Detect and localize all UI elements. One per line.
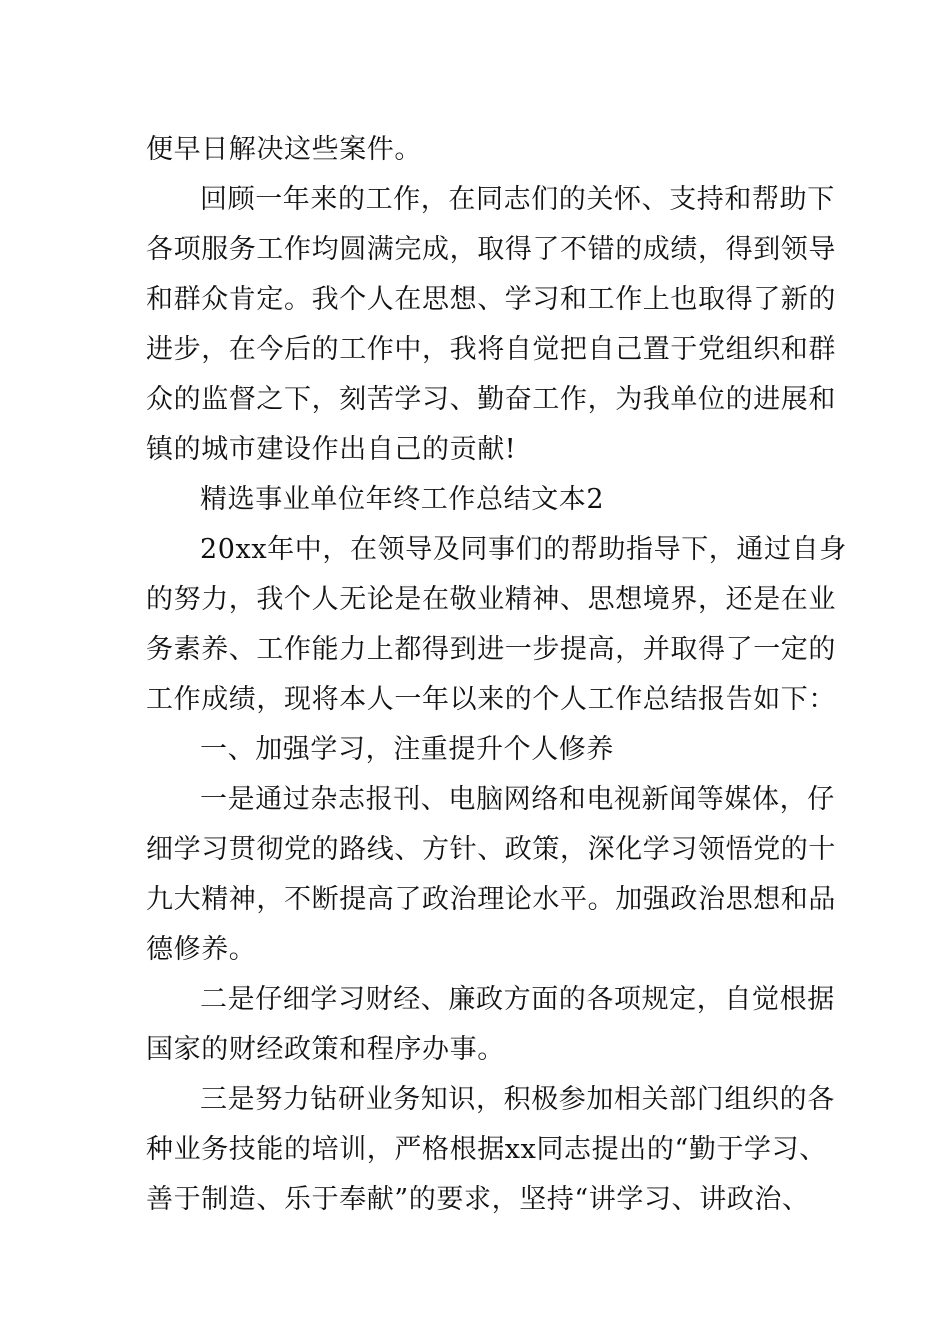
paragraph-line: 国家的财经政策和程序办事。 <box>146 1034 505 1065</box>
paragraph-line: 一是通过杂志报刊、电脑网络和电视新闻等媒体，仔 <box>200 784 835 815</box>
paragraph-line: 镇的城市建设作出自己的贡献! <box>146 434 517 465</box>
paragraph-line: 和群众肯定。我个人在思想、学习和工作上也取得了新的 <box>146 284 836 315</box>
paragraph-line: 众的监督之下，刻苦学习、勤奋工作，为我单位的进展和 <box>146 384 836 415</box>
paragraph-line: 三是努力钻研业务知识，积极参加相关部门组织的各 <box>200 1084 835 1115</box>
paragraph-line: 九大精神，不断提高了政治理论水平。加强政治思想和品 <box>146 884 836 915</box>
paragraph-line: 20xx年中，在领导及同事们的帮助指导下，通过自身 <box>200 534 847 565</box>
paragraph-line: 善于制造、乐于奉献”的要求，坚持“讲学习、讲政治、 <box>146 1184 810 1215</box>
section-heading: 精选事业单位年终工作总结文本2 <box>200 484 605 515</box>
paragraph-line: 便早日解决这些案件。 <box>146 134 422 165</box>
subsection-heading: 一、加强学习，注重提升个人修养 <box>200 734 614 765</box>
paragraph-line: 回顾一年来的工作，在同志们的关怀、支持和帮助下 <box>200 184 835 215</box>
paragraph-line: 务素养、工作能力上都得到进一步提高，并取得了一定的 <box>146 634 836 665</box>
paragraph-line: 德修养。 <box>146 934 257 965</box>
paragraph-line: 种业务技能的培训，严格根据xx同志提出的“勤于学习、 <box>146 1134 827 1165</box>
paragraph-line: 细学习贯彻党的路线、方针、政策，深化学习领悟党的十 <box>146 834 836 865</box>
paragraph-line: 的努力，我个人无论是在敬业精神、思想境界，还是在业 <box>146 584 836 615</box>
paragraph-line: 工作成绩，现将本人一年以来的个人工作总结报告如下： <box>146 684 836 715</box>
paragraph-line: 各项服务工作均圆满完成，取得了不错的成绩，得到领导 <box>146 234 836 265</box>
paragraph-line: 进步，在今后的工作中，我将自觉把自己置于党组织和群 <box>146 334 836 365</box>
paragraph-line: 二是仔细学习财经、廉政方面的各项规定，自觉根据 <box>200 984 835 1015</box>
